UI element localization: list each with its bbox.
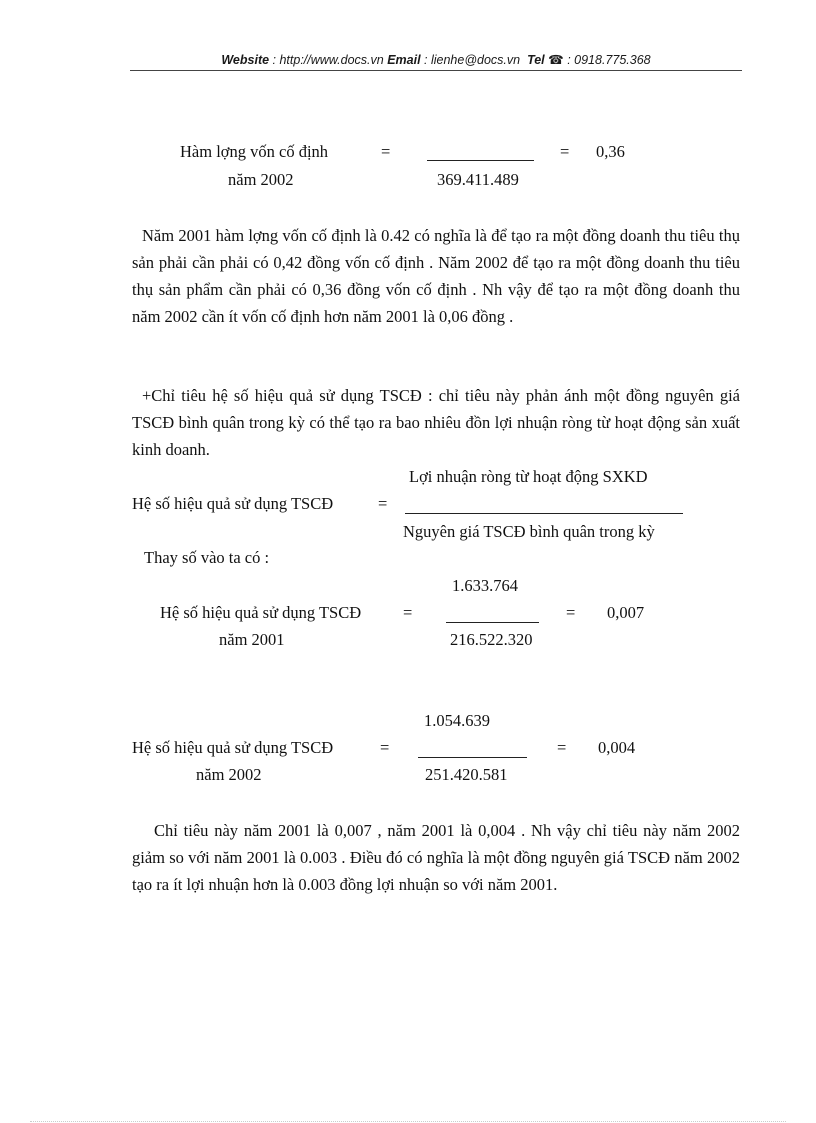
formula-denominator: 369.411.489 <box>437 170 519 189</box>
fraction-bar <box>427 160 534 161</box>
formula-year: năm 2002 <box>196 765 262 784</box>
equals-sign: = <box>381 142 391 161</box>
formula-label: Hệ số hiệu quả sử dụng TSCĐ <box>132 738 334 757</box>
equals-sign: = <box>403 603 413 622</box>
formula-label: Hàm lợng vốn cố định <box>180 142 329 161</box>
email-label: Email <box>387 53 421 67</box>
tel-label: Tel <box>527 53 545 67</box>
phone-icon: ☎ <box>548 53 564 67</box>
formula-label: Hệ số hiệu quả sử dụng TSCĐ <box>160 603 362 622</box>
tel-number: 0918.775.368 <box>574 53 651 67</box>
paragraph-efficiency-conclusion: Chỉ tiêu này năm 2001 là 0,007 , năm 2001 là 0,004 . Nh vậy chỉ tiêu này năm 2002 giảm so với năm 2001 là 0.003 . Điều đó có nghĩa là một đồng nguyên giá TSCĐ năm 2002 tạo ra ít lợi nhuận hơn là 0.003 đồng lợi nhuận so với năm 2001. <box>132 821 740 894</box>
formula-numerator: 1.633.764 <box>452 576 518 595</box>
tel-separator: : <box>563 53 575 67</box>
email-address[interactable]: lienhe@docs.vn <box>430 53 521 67</box>
formula-result: 0,004 <box>598 738 636 757</box>
website-url[interactable]: http://www.docs.vn <box>279 53 384 67</box>
formula-numerator: Lợi nhuận ròng từ hoạt động SXKD <box>409 467 648 486</box>
header-divider <box>130 70 742 71</box>
paragraph-efficiency-definition: +Chỉ tiêu hệ số hiệu quả sử dụng TSCĐ : chỉ tiêu này phản ánh một đồng nguyên giá TSCĐ bình quân trong kỳ có thể tạo ra bao nhiêu đồn lợi nhuận ròng từ hoạt động sản xuất kinh doanh. <box>132 386 740 459</box>
equals-sign: = <box>378 494 388 513</box>
page-header <box>130 52 742 67</box>
formula-denominator: Nguyên giá TSCĐ bình quân trong kỳ <box>403 522 655 541</box>
equals-sign: = <box>566 603 576 622</box>
formula-denominator: 216.522.320 <box>450 630 533 649</box>
formula-result: 0,007 <box>607 603 645 622</box>
website-separator: : <box>269 53 280 67</box>
formula-denominator: 251.420.581 <box>425 765 508 784</box>
fraction-bar <box>446 622 539 623</box>
equals-sign: = <box>560 142 570 161</box>
formula-result: 0,36 <box>596 142 625 161</box>
formula-year: năm 2001 <box>219 630 285 649</box>
paragraph-fixed-capital-analysis: Năm 2001 hàm lợng vốn cố định là 0.42 có nghĩa là để tạo ra một đồng doanh thu tiêu thụ sản phải cần phải có 0,42 đồng vốn cố định . Năm 2002 để tạo ra một đồng doanh thu tiêu thụ sản phẩm cần phải có 0,36 đồng vốn cố định . Nh vậy để tạo ra một đồng doanh thu năm 2002 cần ít vốn cố định hơn năm 2001 là 0,06 đồng . <box>132 226 740 326</box>
formula-numerator: 1.054.639 <box>424 711 490 730</box>
equals-sign: = <box>380 738 390 757</box>
footer-divider <box>30 1121 786 1122</box>
fraction-bar <box>405 513 683 514</box>
email-separator: : <box>420 53 431 67</box>
fraction-bar <box>418 757 527 758</box>
formula-year: năm 2002 <box>228 170 294 189</box>
formula-label: Hệ số hiệu quả sử dụng TSCĐ <box>132 494 334 513</box>
website-label: Website <box>221 53 270 67</box>
equals-sign: = <box>557 738 567 757</box>
substitute-label: Thay số vào ta có : <box>144 548 270 567</box>
